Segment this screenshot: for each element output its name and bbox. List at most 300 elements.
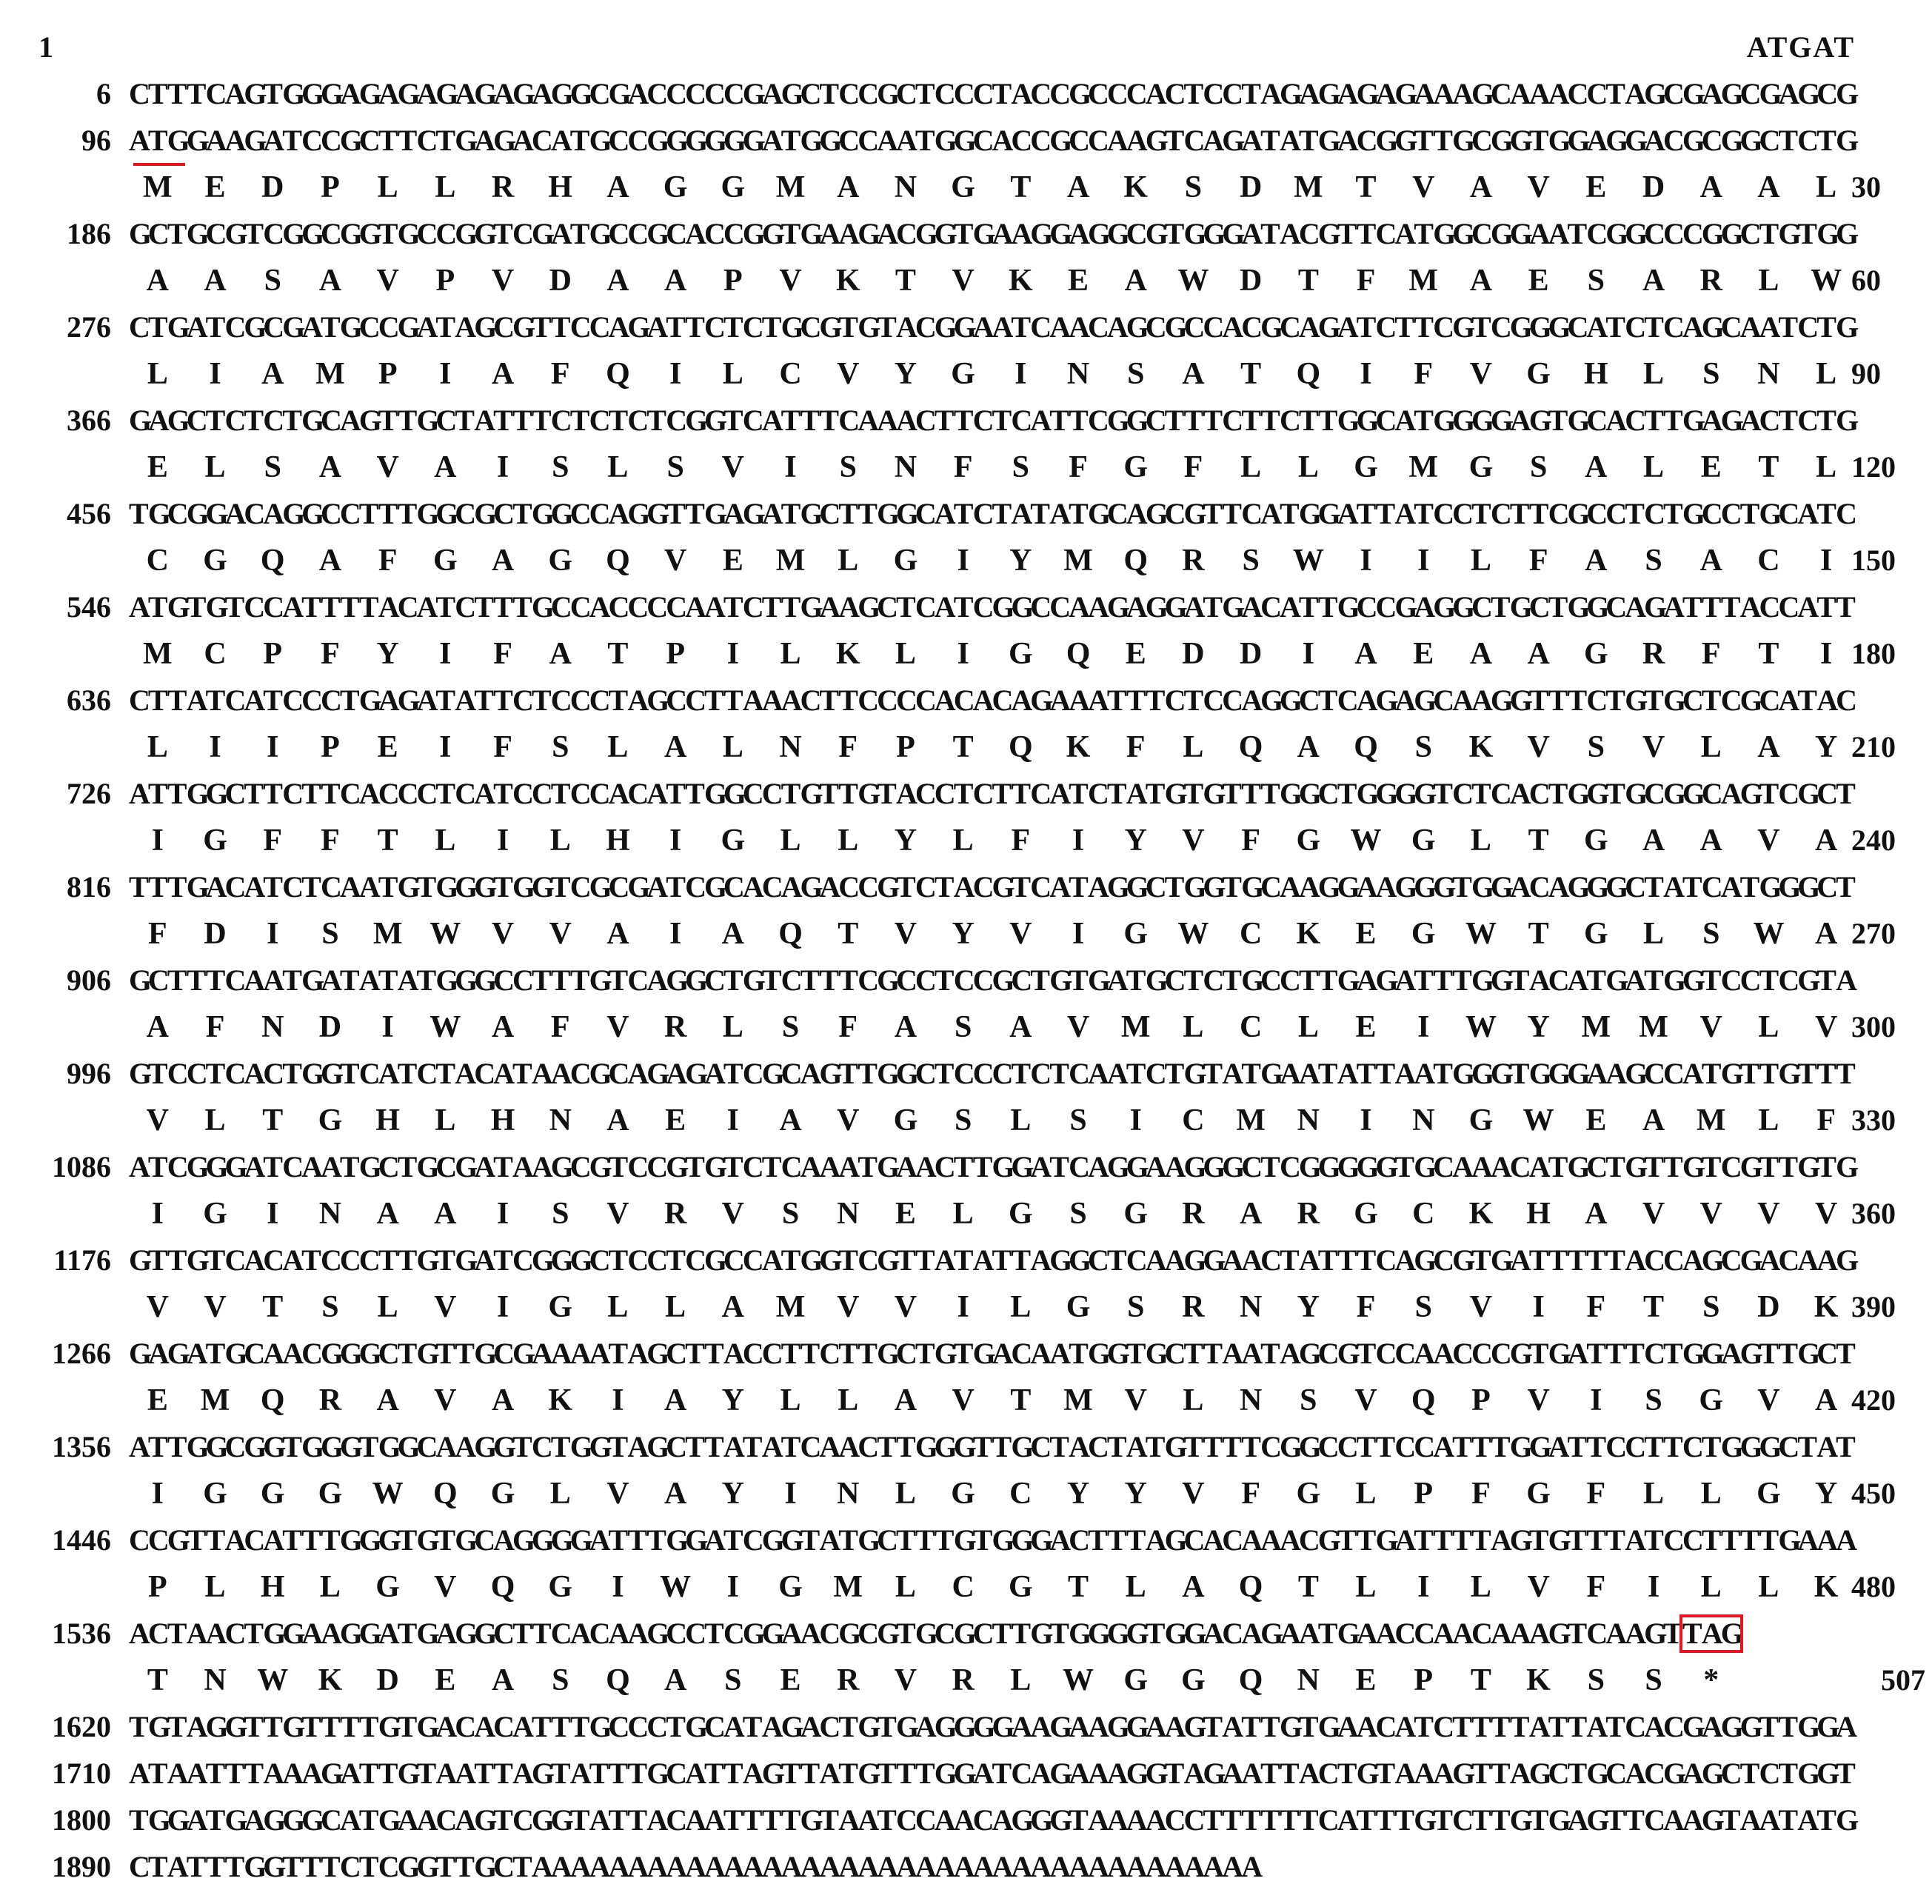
base: C	[1030, 590, 1052, 624]
base: T	[397, 1337, 418, 1370]
amino-acid: E	[377, 730, 398, 764]
base: G	[435, 870, 459, 903]
amino-acid: V	[146, 1290, 170, 1324]
amino-acid: V	[721, 450, 745, 484]
base: T	[1682, 590, 1702, 624]
base: G	[358, 1337, 382, 1370]
base: A	[1030, 1850, 1052, 1883]
base: G	[666, 963, 689, 997]
base: T	[1356, 217, 1377, 250]
base: T	[1663, 1337, 1683, 1370]
base: T	[761, 310, 782, 344]
amino-acid: S	[552, 1197, 569, 1231]
base: T	[358, 590, 379, 624]
base: T	[1816, 590, 1836, 624]
base: G	[953, 310, 977, 344]
base: A	[435, 1430, 458, 1463]
base: G	[1701, 1243, 1725, 1277]
base: T	[1298, 590, 1319, 624]
base: G	[1509, 217, 1533, 250]
base: C	[1375, 217, 1397, 250]
base: G	[1241, 963, 1265, 997]
amino-acid: I	[784, 450, 797, 484]
base: T	[1433, 1523, 1453, 1557]
base: A	[1088, 1803, 1109, 1837]
base: A	[1778, 684, 1800, 717]
base: G	[685, 124, 709, 157]
base: G	[934, 1430, 957, 1463]
amino-acid: T	[1297, 1570, 1319, 1604]
amino-acid: S	[954, 1103, 972, 1138]
base: A	[1241, 1850, 1263, 1883]
amino-acid: Q	[606, 544, 630, 578]
base: G	[1605, 124, 1629, 157]
base: G	[282, 310, 306, 344]
base: G	[1720, 77, 1744, 110]
base: C	[512, 963, 534, 997]
base: G	[397, 217, 421, 250]
amino-acid: A	[1182, 357, 1205, 391]
base: T	[1433, 124, 1453, 157]
base: G	[129, 1243, 153, 1277]
amino-acid: T	[1528, 917, 1549, 951]
base: T	[1816, 310, 1836, 344]
base: G	[244, 77, 267, 110]
base: C	[1471, 1337, 1493, 1370]
base: C	[244, 1337, 266, 1370]
base: C	[627, 404, 649, 437]
amino-acid: L	[838, 1383, 859, 1417]
base: C	[1644, 1757, 1665, 1790]
amino-acid: W	[1753, 917, 1785, 951]
amino-acid: R	[1297, 1197, 1320, 1231]
base: T	[781, 1803, 801, 1837]
base: A	[761, 1710, 783, 1743]
base: T	[819, 404, 840, 437]
base: G	[416, 404, 440, 437]
base: C	[416, 124, 438, 157]
base: A	[1222, 1850, 1244, 1883]
position-number: 906	[67, 963, 111, 997]
base: C	[666, 217, 688, 250]
base: C	[550, 590, 572, 624]
base: T	[167, 870, 187, 903]
base: T	[838, 1337, 858, 1370]
base: C	[435, 404, 458, 437]
amino-acid: V	[491, 264, 515, 298]
base: G	[1145, 497, 1169, 530]
base: T	[147, 1150, 168, 1183]
base: T	[1644, 684, 1664, 717]
base: A	[589, 590, 611, 624]
position-number: 366	[67, 404, 111, 437]
base: T	[953, 590, 974, 624]
base: G	[301, 963, 325, 997]
amino-acid: M	[143, 637, 173, 671]
base: G	[1030, 1523, 1054, 1557]
amino-acid: P	[148, 1570, 167, 1604]
base: G	[992, 1523, 1015, 1557]
amino-acid: V	[376, 450, 399, 484]
base: C	[1778, 1243, 1800, 1277]
base: G	[1106, 1337, 1131, 1370]
base: T	[147, 1057, 168, 1090]
base: G	[1375, 1150, 1399, 1183]
base: T	[550, 1757, 571, 1790]
base: C	[512, 1243, 534, 1277]
base: A	[1586, 310, 1608, 344]
base: T	[589, 1757, 609, 1790]
base: T	[877, 1757, 897, 1790]
base: T	[858, 1337, 878, 1370]
base: A	[378, 1617, 400, 1650]
base: G	[1701, 1803, 1725, 1837]
base: T	[1778, 1757, 1799, 1790]
base: G	[1720, 404, 1744, 437]
base: T	[1490, 1757, 1511, 1790]
base: A	[531, 1850, 553, 1883]
base: A	[224, 1523, 247, 1557]
base: A	[723, 1337, 745, 1370]
base: C	[589, 77, 611, 110]
base: A	[1203, 1617, 1225, 1650]
base: G	[704, 777, 728, 810]
base: C	[742, 310, 764, 344]
base: G	[416, 1710, 440, 1743]
base: T	[531, 1710, 552, 1743]
base: T	[1011, 777, 1032, 810]
base: A	[339, 77, 361, 110]
base: T	[781, 777, 801, 810]
base: G	[953, 124, 977, 157]
base: G	[1528, 310, 1552, 344]
base: C	[321, 497, 342, 530]
base: C	[1625, 310, 1647, 344]
base: T	[1836, 1757, 1856, 1790]
base: G	[301, 497, 325, 530]
base: T	[1222, 1803, 1242, 1837]
amino-acid: A	[491, 1383, 515, 1417]
base: C	[934, 777, 956, 810]
base: A	[589, 1803, 611, 1837]
base: A	[1836, 963, 1857, 997]
base: G	[1816, 1757, 1840, 1790]
base: C	[1164, 1337, 1186, 1370]
base: T	[1836, 1337, 1856, 1370]
base: T	[397, 1150, 418, 1183]
amino-acid: G	[548, 544, 573, 578]
base: A	[1414, 1057, 1436, 1090]
position-number: 1266	[52, 1337, 111, 1370]
base: A	[627, 77, 649, 110]
base: T	[1528, 497, 1549, 530]
base: A	[455, 1757, 477, 1790]
base: G	[167, 1523, 190, 1557]
base: C	[953, 684, 975, 717]
base: C	[321, 1803, 342, 1837]
base: C	[1433, 497, 1455, 530]
base: G	[1414, 1803, 1437, 1837]
amino-acid: L	[204, 1570, 226, 1604]
base: C	[972, 1617, 995, 1650]
base: T	[167, 963, 187, 997]
base: G	[147, 497, 172, 530]
amino-acid: A	[606, 170, 629, 204]
base: C	[646, 77, 669, 110]
base: T	[627, 1523, 648, 1557]
amino-acid: V	[894, 917, 917, 951]
base: G	[1567, 1150, 1591, 1183]
base: G	[1586, 1757, 1610, 1790]
amino-acid-line	[129, 632, 1855, 676]
base: A	[167, 1850, 189, 1883]
base: C	[972, 77, 995, 110]
base: T	[205, 1850, 226, 1883]
amino-acid: A	[606, 917, 629, 951]
base: C	[704, 310, 726, 344]
base: A	[1509, 1757, 1531, 1790]
amino-acid: V	[376, 264, 399, 298]
base: A	[1490, 1617, 1512, 1650]
base: T	[1164, 404, 1185, 437]
base: A	[1605, 1617, 1628, 1650]
base: C	[1203, 963, 1225, 997]
amino-acid: Q	[606, 357, 630, 391]
base: G	[301, 1803, 325, 1837]
base: G	[627, 870, 651, 903]
base: A	[819, 217, 841, 250]
base: C	[129, 77, 150, 110]
amino-acid: M	[1294, 170, 1323, 204]
base: A	[761, 124, 783, 157]
base: A	[435, 1617, 458, 1650]
base: A	[1183, 1850, 1206, 1883]
base: A	[589, 1850, 611, 1883]
amino-acid: A	[1699, 170, 1722, 204]
base: G	[589, 1430, 612, 1463]
amino-acid: G	[203, 1477, 227, 1511]
base: G	[877, 963, 900, 997]
base: A	[800, 1850, 822, 1883]
base: T	[358, 1430, 379, 1463]
dna-sequence-line	[129, 1518, 1855, 1563]
base: A	[723, 1710, 745, 1743]
base: A	[800, 1150, 822, 1183]
base: T	[512, 1850, 532, 1883]
dna-sequence-line	[129, 118, 1859, 163]
base: A	[1126, 1430, 1148, 1463]
base: A	[1030, 1710, 1052, 1743]
base: C	[1759, 124, 1781, 157]
base: A	[1280, 124, 1301, 157]
base: C	[1663, 1057, 1685, 1090]
base: G	[800, 777, 823, 810]
base: A	[1701, 404, 1723, 437]
base: T	[1106, 1523, 1127, 1557]
base: T	[493, 404, 513, 437]
base: T	[550, 777, 571, 810]
base: G	[1663, 777, 1687, 810]
base: A	[896, 1150, 917, 1183]
base: T	[1586, 1337, 1607, 1370]
base: G	[685, 1057, 709, 1090]
base: T	[781, 124, 801, 157]
base: A	[550, 124, 572, 157]
base: A	[531, 1337, 553, 1370]
base: T	[1452, 1710, 1472, 1743]
base: G	[416, 1617, 440, 1650]
base: T	[1433, 1057, 1453, 1090]
base: T	[1471, 1430, 1491, 1463]
amino-acid: G	[375, 1570, 400, 1604]
base: T	[493, 1150, 513, 1183]
base: G	[1260, 684, 1284, 717]
base: A	[877, 217, 898, 250]
amino-acid: W	[1292, 544, 1324, 578]
base: C	[1069, 1523, 1090, 1557]
amino-acid: I	[439, 637, 452, 671]
base: T	[1816, 404, 1836, 437]
base: G	[1049, 1757, 1073, 1790]
base: G	[339, 124, 364, 157]
amino-acid: K	[1296, 917, 1321, 951]
base: A	[761, 1430, 783, 1463]
amino-acid: S	[1184, 170, 1203, 204]
base: C	[224, 1430, 247, 1463]
base: A	[1069, 1757, 1090, 1790]
base: T	[569, 1803, 590, 1837]
base: T	[263, 777, 283, 810]
base: C	[1778, 1430, 1800, 1463]
amino-acid: E	[1355, 1663, 1377, 1697]
base: G	[1164, 310, 1188, 344]
base: T	[1317, 963, 1338, 997]
amino-acid: K	[318, 1663, 343, 1697]
base: A	[1241, 124, 1263, 157]
dna-sequence-line	[129, 398, 1859, 443]
base: A	[186, 684, 208, 717]
base: T	[1605, 1523, 1625, 1557]
base: G	[666, 124, 689, 157]
base: G	[1145, 1337, 1169, 1370]
base: G	[1145, 590, 1169, 624]
base: A	[397, 963, 419, 997]
amino-acid: A	[1124, 264, 1147, 298]
base: C	[589, 497, 611, 530]
base: C	[1241, 497, 1263, 530]
amino-acid: A	[664, 1383, 687, 1417]
base: T	[972, 1150, 993, 1183]
base: A	[263, 124, 285, 157]
base: C	[1471, 217, 1493, 250]
base: A	[1298, 870, 1320, 903]
amino-acid: L	[665, 1290, 686, 1324]
base: G	[589, 1710, 612, 1743]
base: C	[1317, 1337, 1340, 1370]
base: T	[301, 1523, 321, 1557]
base: C	[972, 870, 995, 903]
amino-acid: S	[1414, 1290, 1432, 1324]
base: G	[1490, 217, 1514, 250]
base: A	[244, 870, 266, 903]
base: C	[1164, 77, 1186, 110]
base: C	[915, 404, 937, 437]
base: C	[1222, 1523, 1244, 1557]
base: C	[1280, 1150, 1301, 1183]
base: T	[838, 963, 858, 997]
base: G	[1414, 1150, 1437, 1183]
base: A	[1260, 497, 1282, 530]
base: A	[1126, 497, 1148, 530]
base: G	[1701, 1337, 1725, 1370]
base: A	[186, 310, 208, 344]
base: T	[953, 777, 974, 810]
base: A	[761, 684, 783, 717]
amino-acid: V	[837, 357, 860, 391]
amino-acid: G	[548, 1570, 573, 1604]
base: C	[224, 1057, 247, 1090]
base: T	[167, 684, 187, 717]
base: C	[1394, 1430, 1417, 1463]
base: C	[1605, 590, 1628, 624]
base: C	[1030, 1430, 1052, 1463]
base: A	[378, 684, 400, 717]
base: C	[1682, 1523, 1704, 1557]
base: G	[301, 217, 325, 250]
base: A	[934, 590, 956, 624]
base: G	[1739, 1430, 1763, 1463]
base: C	[896, 77, 917, 110]
amino-acid: Q	[1238, 730, 1263, 764]
base: T	[1356, 1803, 1377, 1837]
base: C	[301, 124, 323, 157]
base: T	[666, 1710, 686, 1743]
amino-acid: I	[496, 824, 509, 858]
base: A	[953, 870, 975, 903]
base: C	[1260, 1243, 1282, 1277]
base: A	[1394, 1757, 1417, 1790]
base: C	[147, 963, 170, 997]
base: C	[1126, 1243, 1148, 1277]
base: C	[1260, 963, 1282, 997]
amino-acid: M	[1639, 1010, 1668, 1044]
base: T	[666, 497, 686, 530]
base: G	[934, 217, 957, 250]
base: G	[646, 684, 670, 717]
base: T	[1509, 1057, 1530, 1090]
amino-acid: M	[833, 1570, 863, 1604]
base: G	[1663, 963, 1687, 997]
amino-acid: V	[1527, 730, 1550, 764]
base: G	[1356, 1150, 1380, 1183]
base: T	[1605, 684, 1625, 717]
base: C	[1011, 963, 1033, 997]
base: C	[627, 1243, 649, 1277]
base: C	[1816, 870, 1839, 903]
base: A	[646, 1850, 669, 1883]
base: G	[1433, 217, 1457, 250]
base: C	[1644, 1803, 1665, 1837]
base: T	[569, 1710, 590, 1743]
base: A	[569, 1757, 592, 1790]
amino-acid: V	[1814, 1197, 1838, 1231]
base: C	[742, 777, 764, 810]
base: G	[1337, 590, 1360, 624]
base: A	[1126, 1850, 1148, 1883]
base: T	[1106, 684, 1127, 717]
base: G	[819, 124, 843, 157]
base: T	[819, 77, 840, 110]
